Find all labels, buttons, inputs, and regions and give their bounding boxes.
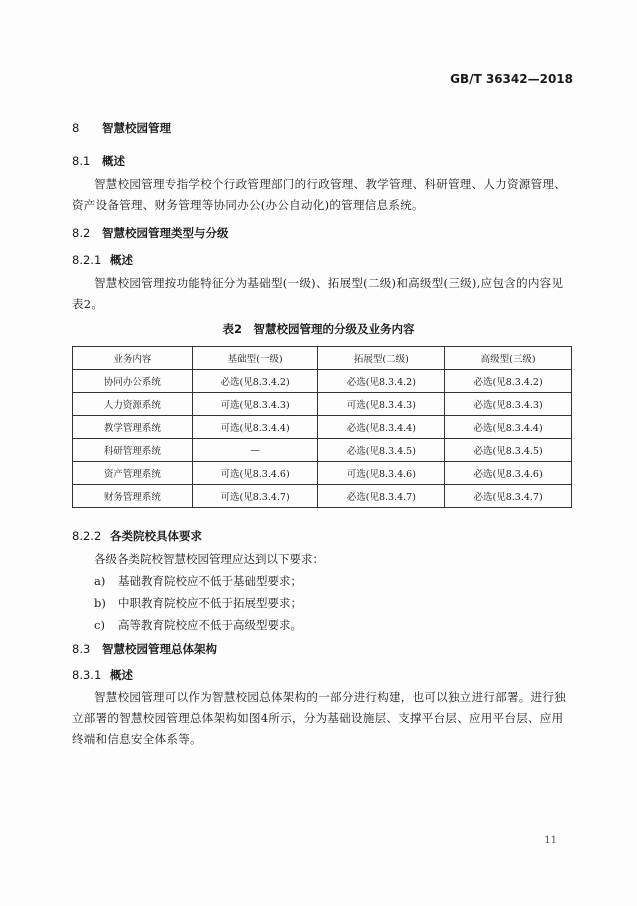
table-cell: 必选(见8.3.4.5) [318,439,445,462]
table-cell: 必选(见8.3.4.2) [318,370,445,393]
section-title: 智慧校园管理 [102,121,171,135]
section-title: 智慧校园管理类型与分级 [102,226,229,240]
section-number: 8.2 [72,226,91,240]
section-title: 概述 [110,253,133,267]
table-row [73,370,572,393]
list-item [94,595,302,611]
section-number: 8.3 [72,642,91,656]
table-cell: 必选(见8.3.4.5) [445,439,572,462]
table-cell: 教学管理系统 [73,416,193,439]
section-8-2-2-heading [72,528,202,544]
list-text: 高等教育院校应不低于高级型要求。 [118,618,302,632]
section-title: 各类院校具体要求 [110,529,202,543]
section-number: 8.2.2 [72,529,102,543]
list-text: 中职教育院校应不低于拓展型要求； [118,596,302,610]
table-header-row [73,347,572,370]
table-cell: 必选(见8.3.4.2) [445,370,572,393]
table-cell: 必选(见8.3.4.4) [318,416,445,439]
table-header-cell: 基础型(一级) [192,347,318,370]
table-row [73,485,572,508]
standard-number: GB/T 36342—2018 [450,72,573,86]
table-cell: 协同办公系统 [73,370,193,393]
section-8-2-1-heading [72,252,133,268]
table-header-cell: 业务内容 [73,347,193,370]
list-item [94,617,302,633]
section-8-3-1-heading [72,667,133,683]
table-cell: — [192,439,318,462]
table-row [73,462,572,485]
section-8-3-heading [72,641,217,657]
table-cell: 必选(见8.3.4.4) [445,416,572,439]
section-8-2-1-paragraph: 智慧校园管理按功能特征分为基础型(一级)、拓展型(二级)和高级型(三级),应包含的内容见表2。 [72,276,564,311]
section-number: 8.3.1 [72,668,102,682]
table-row [73,393,572,416]
table-header-cell: 拓展型(二级) [318,347,445,370]
table-row [73,416,572,439]
table-cell: 可选(见8.3.4.7) [192,485,318,508]
table-cell: 必选(见8.3.4.6) [445,462,572,485]
section-number: 8 [72,121,80,135]
list-marker: b) [94,596,106,610]
table-cell: 可选(见8.3.4.3) [192,393,318,416]
table-cell: 必选(见8.3.4.7) [318,485,445,508]
table-cell: 必选(见8.3.4.7) [445,485,572,508]
section-8-3-1-paragraph: 智慧校园管理可以作为智慧校园总体架构的一部分进行构建，也可以独立进行部署。进行独立部署的智慧校园管理总体架构如图4所示，分为基础设施层、支撑平台层、应用平台层、应用终端和信息安全体系等。 [72,690,566,746]
section-8-1-heading [72,153,125,169]
table-cell: 可选(见8.3.4.4) [192,416,318,439]
section-8-1-paragraph: 智慧校园管理专指学校个行政管理部门的行政管理、教学管理、科研管理、人力资源管理、资产设备管理、财务管理等协同办公(办公自动化)的管理信息系统。 [72,177,566,212]
table-cell: 必选(见8.3.4.2) [192,370,318,393]
section-title: 概述 [102,154,125,168]
grading-table [72,346,572,508]
section-number: 8.2.1 [72,253,102,267]
section-8-2-heading [72,225,229,241]
table-cell: 人力资源系统 [73,393,193,416]
table-cell: 资产管理系统 [73,462,193,485]
section-title: 概述 [110,668,133,682]
list-marker: a) [94,574,106,588]
section-8-2-2-intro: 各级各类院校智慧校园管理应达到以下要求： [94,552,324,566]
table-cell: 可选(见8.3.4.6) [318,462,445,485]
table-caption: 表2 智慧校园管理的分级及业务内容 [222,322,415,336]
list-marker: c) [94,618,105,632]
section-8-heading [72,120,171,136]
list-item [94,573,302,589]
table-cell: 财务管理系统 [73,485,193,508]
table-header-cell: 高级型(三级) [445,347,572,370]
table-cell: 科研管理系统 [73,439,193,462]
section-number: 8.1 [72,154,91,168]
page-number: 11 [544,835,557,846]
list-text: 基础教育院校应不低于基础型要求； [118,574,302,588]
section-title: 智慧校园管理总体架构 [102,642,217,656]
table-cell: 可选(见8.3.4.6) [192,462,318,485]
table-cell: 可选(见8.3.4.3) [318,393,445,416]
table-cell: 必选(见8.3.4.3) [445,393,572,416]
table-row [73,439,572,462]
